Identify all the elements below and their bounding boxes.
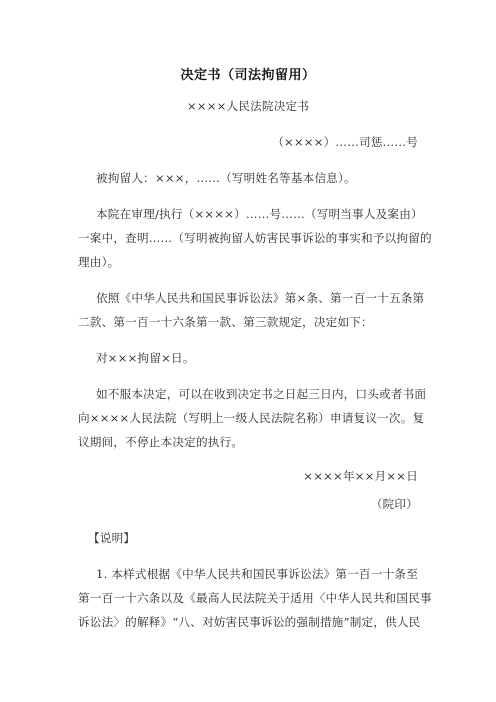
court-seal: （院印） (370, 497, 418, 511)
detainee-info: 被拘留人：×××，……（写明姓名等基本信息）。 (96, 171, 356, 185)
paragraph-2-line-2: 二款、第一百一十六条第一款、第三款规定，决定如下： (78, 315, 373, 329)
document-title: 决定书（司法拘留用） (180, 68, 316, 83)
case-number: （××××）……司惩……号 (272, 135, 418, 149)
paragraph-3-line-1: 如不服本决定，可以在收到决定书之日起三日内，口头或者书面 (96, 387, 427, 401)
note-1-line-1: 1. 本样式根据《中华人民共和国民事诉讼法》第一百一十条至 (96, 567, 418, 581)
decision-date: ××××年××月××日 (303, 469, 418, 483)
paragraph-2-line-1: 依照《中华人民共和国民事诉讼法》第×条、第一百一十五条第 (96, 291, 425, 305)
decision-text: 对×××拘留×日。 (96, 351, 195, 365)
notes-heading: 【说明】 (88, 531, 136, 545)
paragraph-1-line-1: 本院在审理/执行（××××）……号……（写明当事人及案由） (96, 207, 423, 221)
paragraph-3-line-2: 向××××人民法院（写明上一级人民法院名称）申请复议一次。复 (78, 411, 425, 425)
note-1-line-2: 第一百一十六条以及《最高人民法院关于适用〈中华人民共和国民事 (78, 591, 432, 605)
paragraph-1-line-3: 理由）。 (78, 255, 120, 269)
paragraph-1-line-2: 一案中，查明……（写明被拘留人妨害民事诉讼的事实和予以拘留的 (78, 231, 432, 245)
court-heading: ××××人民法院决定书 (186, 99, 310, 113)
paragraph-3-line-3: 议期间，不停止本决定的执行。 (78, 435, 244, 449)
note-1-line-3: 诉讼法〉的解释》“八、对妨害民事诉讼的强制措施”制定，供人民 (78, 615, 421, 629)
